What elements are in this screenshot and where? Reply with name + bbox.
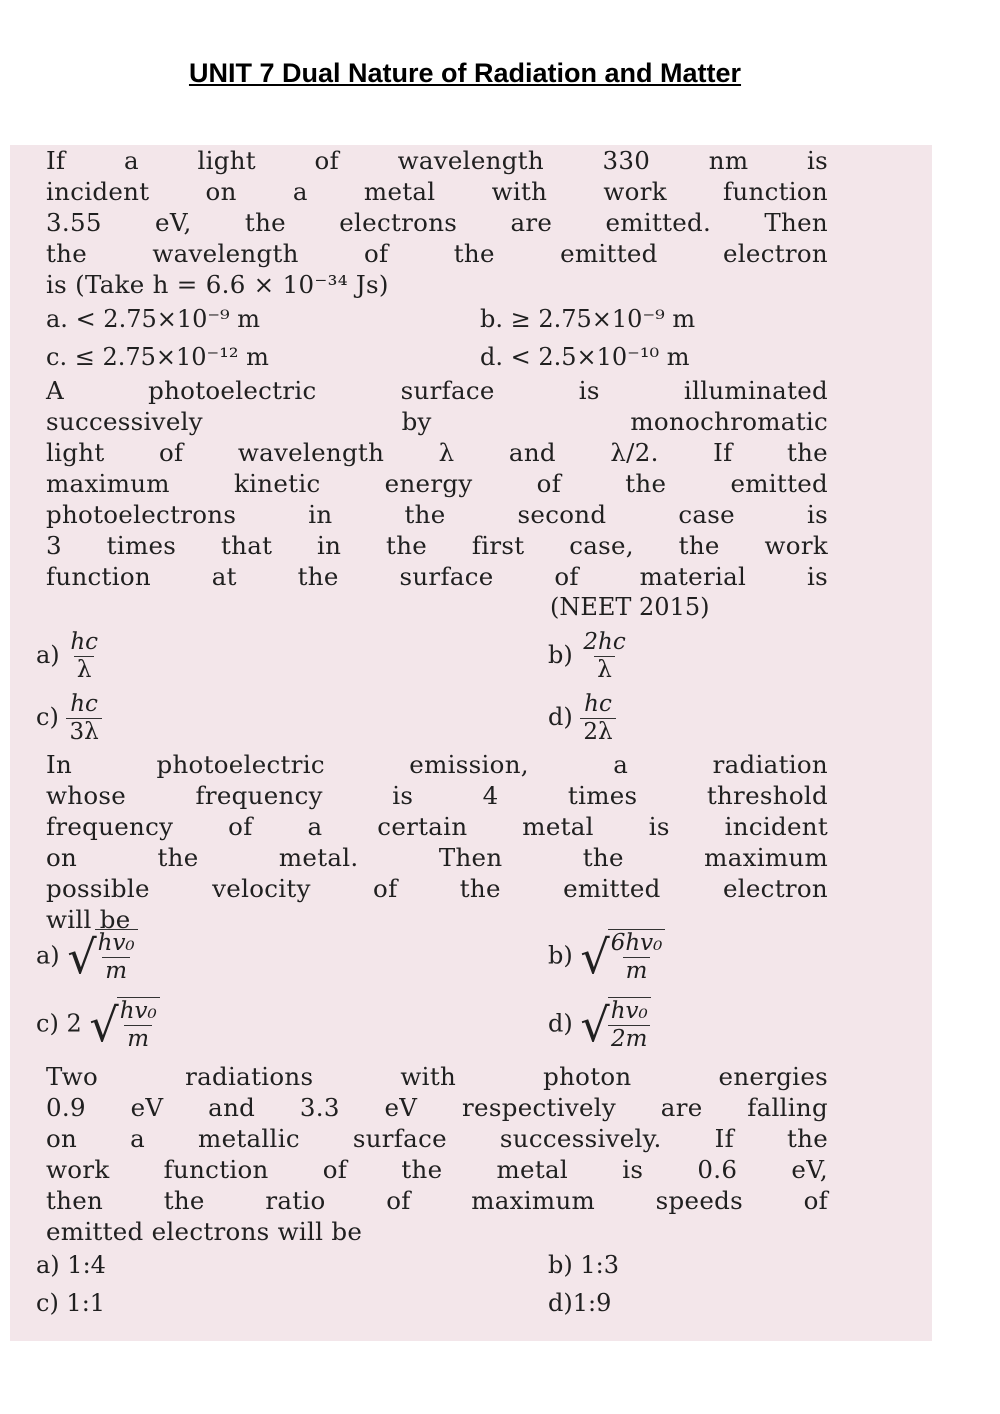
q2-line: light of wavelength λ and λ/2. If the bbox=[46, 438, 828, 467]
q4-option-d[interactable]: d)1:9 bbox=[548, 1289, 612, 1317]
q3-option-c-den-text: m bbox=[127, 1026, 150, 1052]
q3-option-c-fraction bbox=[117, 997, 160, 1053]
radical-sign: √ bbox=[580, 930, 610, 984]
q2-option-c[interactable] bbox=[36, 691, 102, 746]
q3-option-a-sqrt bbox=[67, 929, 137, 985]
q3-line: possible velocity of the emitted electron bbox=[46, 874, 828, 903]
q3-option-d-den-text: 2m bbox=[610, 1026, 648, 1052]
q3-option-c-sqrt bbox=[89, 997, 159, 1053]
q3-line: frequency of a certain metal is incident bbox=[46, 812, 828, 841]
radical-sign: √ bbox=[89, 998, 119, 1052]
q4-line: then the ratio of maximum speeds of bbox=[46, 1186, 828, 1215]
q1-option-c[interactable]: c. ≤ 2.75×10⁻¹² m bbox=[46, 343, 269, 371]
q3-option-a-label: a) bbox=[36, 941, 60, 970]
q2-option-c-fraction bbox=[66, 691, 101, 746]
page-title: UNIT 7 Dual Nature of Radiation and Matter bbox=[188, 58, 742, 88]
question-1 bbox=[46, 145, 828, 300]
q2-option-a-fraction bbox=[67, 629, 101, 684]
q3-option-b-fraction bbox=[608, 929, 666, 985]
q4-option-a[interactable]: a) 1:4 bbox=[36, 1251, 106, 1279]
q2-option-a-label: a) bbox=[36, 641, 60, 669]
q4-line: work function of the metal is 0.6 eV, bbox=[46, 1155, 828, 1184]
q3-option-c-numerator: hv₀ bbox=[119, 998, 157, 1024]
q3-option-a-numerator: hv₀ bbox=[97, 930, 135, 956]
q2-option-d-denominator: 2λ bbox=[580, 718, 615, 746]
q4-line: Two radiations with photon energies bbox=[46, 1062, 828, 1091]
q3-line: whose frequency is 4 times threshold bbox=[46, 781, 828, 810]
q3-option-d-label: d) bbox=[548, 1009, 573, 1038]
q1-option-a[interactable]: a. < 2.75×10⁻⁹ m bbox=[46, 305, 261, 333]
q2-option-a-denominator: λ bbox=[74, 656, 95, 684]
q4-line: emitted electrons will be bbox=[46, 1217, 363, 1246]
q1-line: is (Take h = 6.6 × 10⁻³⁴ Js) bbox=[46, 270, 389, 299]
q4-option-c[interactable]: c) 1:1 bbox=[36, 1289, 106, 1317]
q2-option-d[interactable] bbox=[548, 691, 616, 746]
q3-option-d-sqrt bbox=[580, 997, 650, 1053]
q3-option-b-numerator: 6hv₀ bbox=[610, 930, 663, 956]
q2-option-b-label: b) bbox=[548, 641, 573, 669]
q1-option-d[interactable]: d. < 2.5×10⁻¹⁰ m bbox=[480, 343, 690, 371]
q3-line: will be bbox=[46, 905, 131, 934]
radical-sign: √ bbox=[67, 930, 97, 984]
q3-option-d-denominator bbox=[608, 1025, 650, 1053]
q3-option-d-fraction bbox=[608, 997, 651, 1053]
q3-option-b-denominator bbox=[623, 957, 651, 985]
q2-option-b-denominator: λ bbox=[594, 656, 615, 684]
q3-option-d[interactable] bbox=[548, 997, 651, 1053]
q2-option-c-denominator: 3λ bbox=[66, 718, 101, 746]
q2-source: (NEET 2015) bbox=[550, 593, 710, 621]
q2-line: A photoelectric surface is illuminated bbox=[46, 376, 828, 405]
q2-line: function at the surface of material is bbox=[46, 562, 828, 591]
q3-option-a[interactable] bbox=[36, 929, 138, 985]
q3-option-d-numerator: hv₀ bbox=[610, 998, 648, 1024]
q3-option-b[interactable] bbox=[548, 929, 665, 985]
question-2 bbox=[46, 375, 828, 592]
q1-line: the wavelength of the emitted electron bbox=[46, 239, 828, 268]
q3-option-c-denominator bbox=[124, 1025, 152, 1053]
q2-option-c-numerator: hc bbox=[70, 691, 98, 717]
q2-option-d-numerator: hc bbox=[584, 691, 612, 717]
q2-option-d-fraction bbox=[580, 691, 615, 746]
q4-line: on a metallic surface successively. If the bbox=[46, 1124, 828, 1153]
q1-option-b[interactable]: b. ≥ 2.75×10⁻⁹ m bbox=[480, 305, 696, 333]
q3-line: on the metal. Then the maximum bbox=[46, 843, 828, 872]
q2-line: 3 times that in the first case, the work bbox=[46, 531, 828, 560]
q2-option-a-numerator: hc bbox=[70, 629, 99, 655]
q3-option-a-fraction bbox=[95, 929, 138, 985]
q3-option-a-denominator bbox=[102, 957, 130, 985]
q2-line: photoelectrons in the second case is bbox=[46, 500, 828, 529]
question-3 bbox=[46, 749, 828, 935]
q3-option-c-coefficient: 2 bbox=[66, 1009, 82, 1038]
q3-line: In photoelectric emission, a radiation bbox=[46, 750, 828, 779]
q2-option-a[interactable] bbox=[36, 629, 101, 684]
q2-option-b[interactable] bbox=[548, 629, 629, 684]
radical-sign: √ bbox=[580, 998, 610, 1052]
q1-line: 3.55 eV, the electrons are emitted. Then bbox=[46, 208, 828, 237]
q2-line: successively by monochromatic bbox=[46, 407, 828, 436]
q2-option-b-numerator: 2hc bbox=[583, 629, 626, 655]
q1-line: incident on a metal with work function bbox=[46, 177, 828, 206]
q3-option-c[interactable] bbox=[36, 997, 160, 1053]
q2-option-b-fraction bbox=[580, 629, 628, 684]
q3-option-b-den-text: m bbox=[625, 958, 648, 984]
q3-option-c-label: c) bbox=[36, 1009, 59, 1038]
q1-line: If a light of wavelength 330 nm is bbox=[46, 146, 828, 175]
q4-option-b[interactable]: b) 1:3 bbox=[548, 1251, 619, 1279]
q2-line: maximum kinetic energy of the emitted bbox=[46, 469, 828, 498]
question-panel bbox=[10, 145, 932, 1341]
q3-option-b-sqrt bbox=[580, 929, 665, 985]
q3-option-b-label: b) bbox=[548, 941, 573, 970]
q2-option-d-label: d) bbox=[548, 703, 573, 731]
q3-option-a-den-text: m bbox=[105, 958, 128, 984]
question-4 bbox=[46, 1061, 828, 1247]
q2-option-c-label: c) bbox=[36, 703, 59, 731]
q4-line: 0.9 eV and 3.3 eV respectively are falling bbox=[46, 1093, 828, 1122]
